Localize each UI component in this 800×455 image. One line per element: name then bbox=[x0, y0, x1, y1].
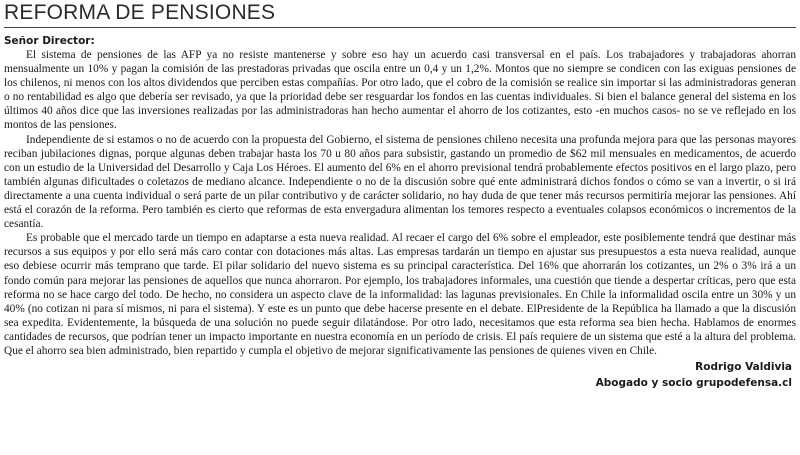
letter-body bbox=[4, 48, 796, 358]
signature-role: Abogado y socio grupodefensa.cl bbox=[595, 377, 792, 390]
paragraph-3: Es probable que el mercado tarde un tiempo en adaptarse a esta nueva realidad. Al recaer el cargo del 6% sobre el empleador, este posiblemente tendrá que destinar más recursos a sus equipos y por ello será más caro contar con dotaciones más altas. Las empresas tardarán un tiempo en ajustar sus presupuestos a esta nueva realidad, aunque eso debiese ocurrir más temprano que tarde. El pilar solidario del nuevo sistema es su principal característica. Del 16% que ahorrarán los cotizantes, un 2% o 3% irá a un fondo común para mejorar las pensiones de aquellos que nunca ahorraron. Por ejemplo, los trabajadores informales, una cuestión que tiende a despertar críticas, pero que esta reforma no se hace cargo del todo. De hecho, no considera un aspecto clave de la informalidad: las lagunas previsionales. En Chile la informalidad oscila entre un 30% y un 40% (no cotizan ni para sí mismos, ni para el sistema). Y este es un punto que debe hacerse presente en el debate. ElPresidente de la República ha llamado a que la discusión sea expedita. Evidentemente, la búsqueda de una solución no puede seguir dilatándose. Por otro lado, necesitamos que esta reforma sea bien hecha. Hablamos de enormes cantidades de recursos, que podrían tener un impacto importante en nuestra economía en un período de crisis. El país requiere de un sistema que esté a la altura del problema. Que el ahorro sea bien administrado, bien repartido y cumpla el objetivo de mejorar significativamente las pensiones de quienes viven en Chile. bbox=[4, 232, 796, 357]
paragraph-1: El sistema de pensiones de las AFP ya no resiste mantenerse y sobre eso hay un acuerdo casi transversal en el país. Los trabajadores y trabajadoras ahorran mensualmente un 10% y pagan la comisión de las prestadoras privadas que oscila entre un 0,4 y un 1,2%. Montos que no siempre se condicen con las exiguas pensiones de los chilenos, ni menos con los altos dividendos que perciben estas compañías. Por otro lado, que el cobro de la comisión se realice sin importar si las administradoras generan o no rentabilidad es algo que debería ser revisado, ya que la prioridad debe ser resguardar los fondos en las cuentas individuales. Si bien el balance general del sistema en los últimos 40 años dice que las inversiones realizadas por las administradoras han hecho aumentar el ahorro de los cotizantes, esto -en muchos casos- no se ve reflejado en los montos de las pensiones. bbox=[4, 49, 796, 132]
signature-name: Rodrigo Valdivia bbox=[695, 361, 792, 374]
headline-rule bbox=[4, 27, 796, 28]
paragraph-2: Independiente de si estamos o no de acuerdo con la propuesta del Gobierno, el sistema de pensiones chileno necesita una profunda mejora para que las personas mayores reciban jubilaciones dignas, porque algunas deben trabajar hasta los 70 u 80 años para subsistir, gastando un promedio de $62 mil mensuales en medicamentos, de acuerdo con un estudio de la Universidad del Desarrollo y Caja Los Héroes. El aumento del 6% en el ahorro previsional tendrá probablemente efectos positivos en el largo plazo, pero también algunas dificultades o coletazos de mediano alcance. Independiente o no de la discusión sobre qué ente administrará dichos fondos o cómo se van a invertir, o si irá directamente a una cuenta individual o será parte de un pilar contributivo y de carácter solidario, no hay duda de que tener más recursos permitiría mejorar las pensiones. Ahí está el corazón de la reforma. Pero también es cierto que reformas de esta envergadura alimentan los temores respecto a eventuales colapsos económicos o incrementos de la cesantía. bbox=[4, 133, 796, 231]
headline: REFORMA DE PENSIONES bbox=[4, 1, 276, 24]
salutation: Señor Director: bbox=[4, 35, 95, 47]
